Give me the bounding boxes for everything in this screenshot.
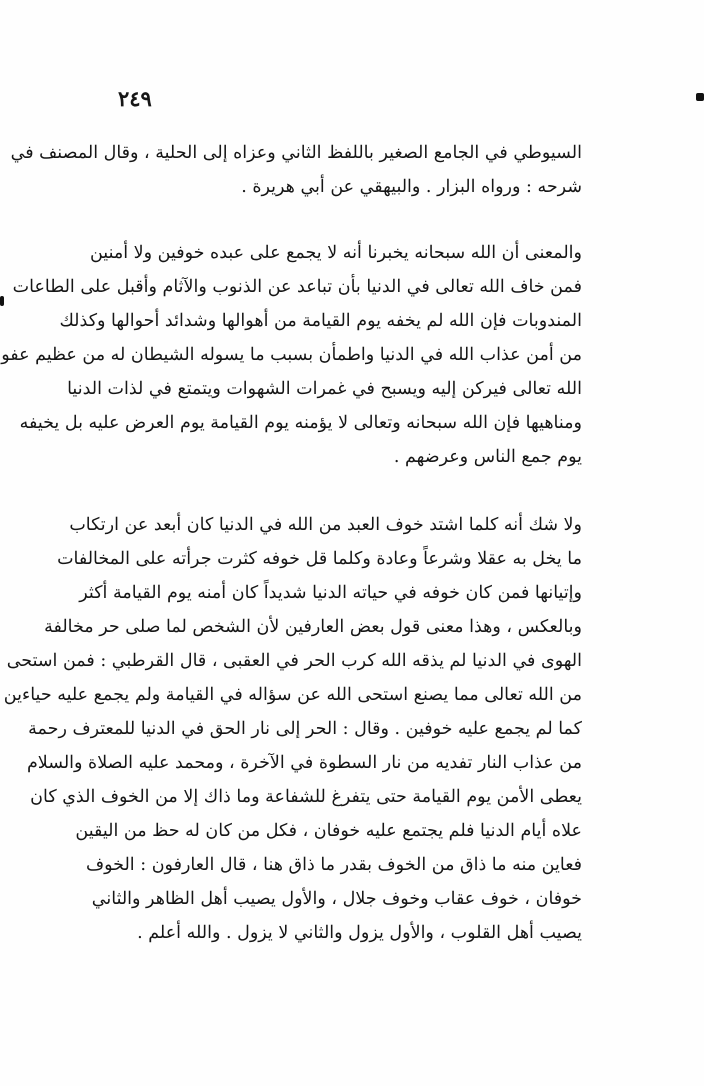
scan-edge-mark — [0, 296, 4, 306]
text-line: السيوطي في الجامع الصغير باللفظ الثاني وعزاه إلى الحلية ، وقال المصنف في — [10, 143, 582, 163]
text-line: كما لم يجمع عليه خوفين . وقال : الحر إلى نار الحق في الدنيا للمعترف رحمة — [28, 719, 582, 739]
text-line: يعطى الأمن يوم القيامة حتى يتفرغ للشفاعة وما ذاك إلا من الخوف الذي كان — [30, 787, 582, 807]
text-line: المندوبات فإن الله لم يخفه يوم القيامة من أهوالها وشدائد أحوالها وكذلك — [59, 311, 582, 331]
text-line: من أمن عذاب الله في الدنيا واطمأن بسبب ما يسوله الشيطان له من عظيم عفو — [1, 345, 582, 365]
paragraph-3 — [3, 508, 582, 950]
paragraph-1 — [10, 136, 582, 204]
text-line: ما يخل به عقلا وشرعاً وعادة وكلما قل خوفه كثرت جرأته على المخالفات — [57, 549, 582, 569]
page-number: ٢٤٩ — [118, 86, 152, 111]
scan-edge-mark — [696, 93, 704, 101]
text-line: والمعنى أن الله سبحانه يخبرنا أنه لا يجمع على عبده خوفين ولا أمنين — [89, 243, 582, 263]
paragraph-2 — [1, 236, 582, 474]
text-line: فعاين منه ما ذاق من الخوف بقدر ما ذاق هنا ، قال العارفون : الخوف — [86, 855, 582, 875]
text-line: فمن خاف الله تعالى في الدنيا بأن تباعد عن الذنوب والآثام وأقبل على الطاعات — [12, 277, 582, 297]
text-line: من الله تعالى مما يصنع استحى الله عن سؤاله في القيامة ولم يجمع عليه حياءين — [3, 685, 582, 705]
text-line: الله تعالى فيركن إليه ويسبح في غمرات الشهوات ويتمتع في لذات الدنيا — [67, 379, 582, 399]
text-line: ومناهيها فإن الله سبحانه وتعالى لا يؤمنه يوم القيامة يوم العرض عليه بل يخيفه — [19, 413, 582, 433]
text-line: شرحه : ورواه البزار . والبيهقي عن أبي هريرة . — [241, 177, 582, 197]
text-line: خوفان ، خوف عقاب وخوف جلال ، والأول يصيب أهل الظاهر والثاني — [91, 889, 582, 909]
text-line: ولا شك أنه كلما اشتد خوف العبد من الله في الدنيا كان أبعد عن ارتكاب — [69, 515, 582, 535]
text-line: وبالعكس ، وهذا معنى قول بعض العارفين لأن الشخص لما صلى حر مخالفة — [44, 617, 582, 637]
text-line: وإتيانها فمن كان خوفه في حياته الدنيا شديداً كان أمنه يوم القيامة أكثر — [79, 583, 582, 603]
text-line: علاه أيام الدنيا فلم يجتمع عليه خوفان ، فكل من كان له حظ من اليقين — [75, 821, 582, 841]
text-line: من عذاب النار تفديه من نار السطوة في الآخرة ، ومحمد عليه الصلاة والسلام — [26, 753, 582, 773]
text-line: يصيب أهل القلوب ، والأول يزول والثاني لا يزول . والله أعلم . — [137, 923, 582, 943]
text-line: يوم جمع الناس وعرضهم . — [393, 447, 582, 467]
text-line: الهوى في الدنيا لم يذقه الله كرب الحر في العقبى ، قال القرطبي : فمن استحى — [6, 651, 582, 671]
